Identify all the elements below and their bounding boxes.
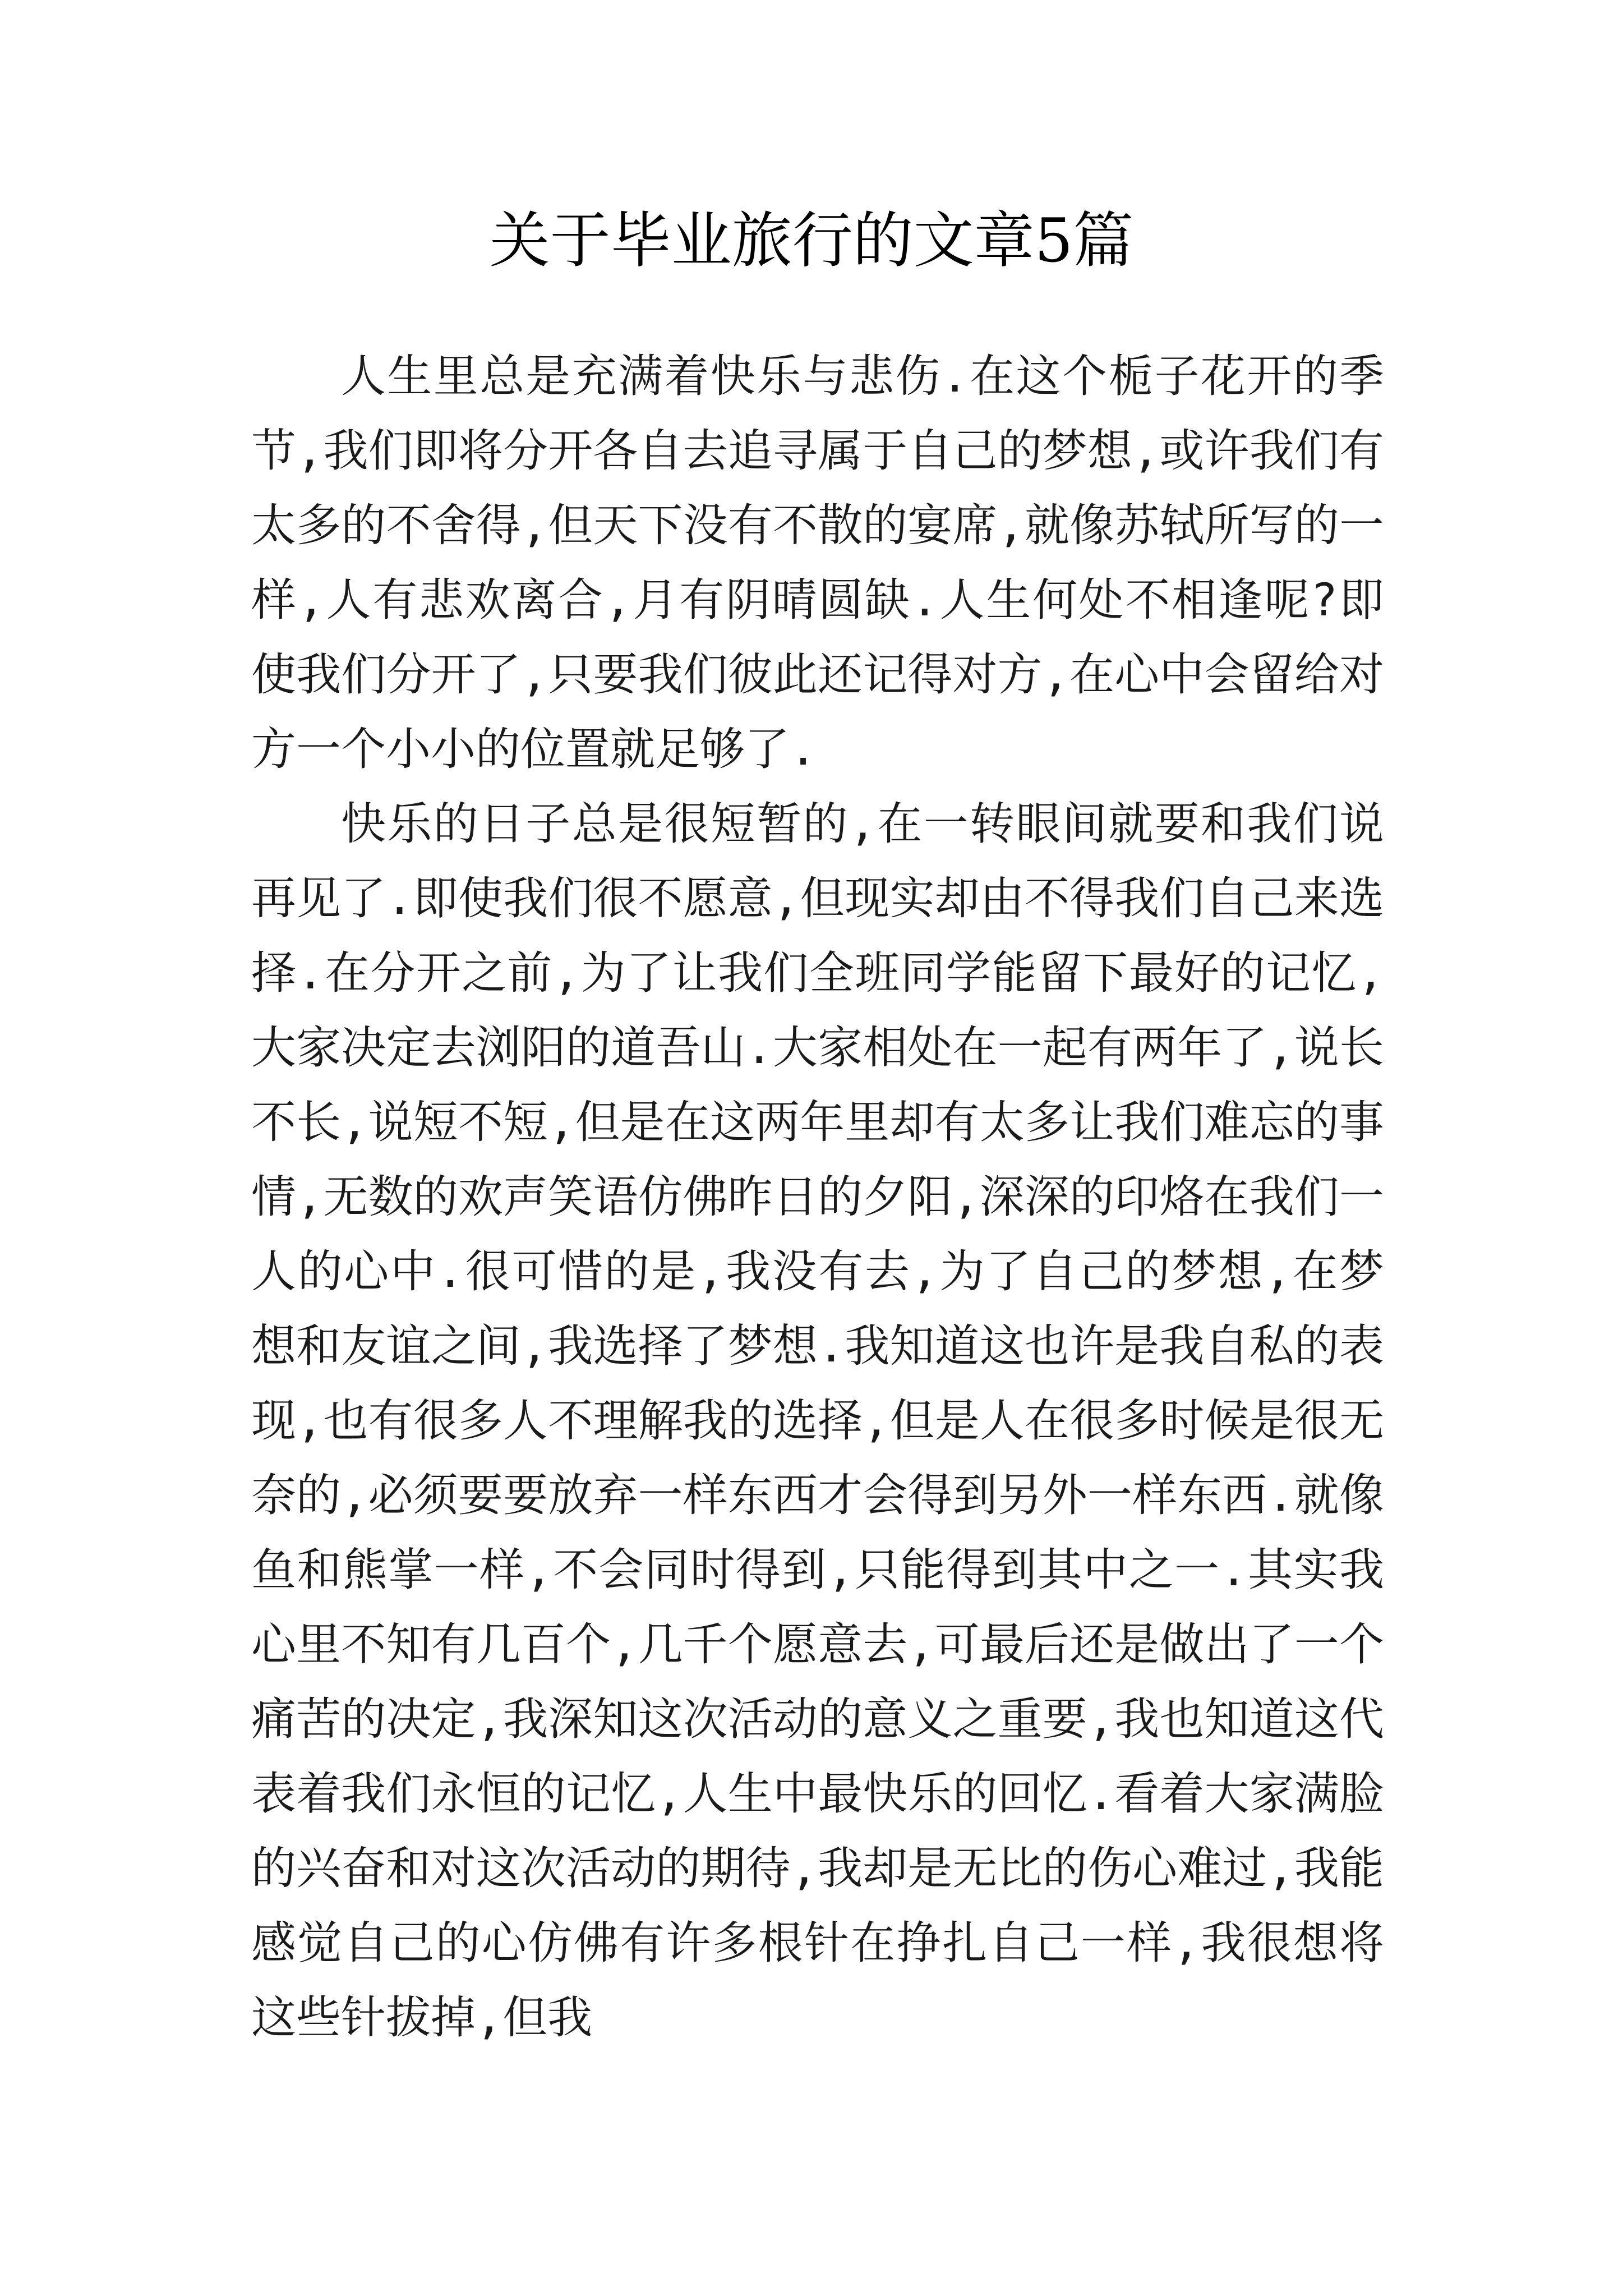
document-body [251,339,1384,2055]
paragraph-1: 人生里总是充满着快乐与悲伤.在这个栀子花开的季节,我们即将分开各自去追寻属于自己的梦想,或许我们有太多的不舍得,但天下没有不散的宴席,就像苏轼所写的一样,人有悲欢离合,月有阴晴圆缺.人生何处不相逢呢?即使我们分开了,只要我们彼此还记得对方,在心中会留给对方一个小小的位置就足够了. [251,350,1384,775]
paragraph-2: 快乐的日子总是很短暂的,在一转眼间就要和我们说再见了.即使我们很不愿意,但现实却由不得我们自己来选择.在分开之前,为了让我们全班同学能留下最好的记忆,大家决定去浏阳的道吾山.大家相处在一起有两年了,说长不长,说短不短,但是在这两年里却有太多让我们难忘的事情,无数的欢声笑语仿佛昨日的夕阳,深深的印烙在我们一人的心中.很可惜的是,我没有去,为了自己的梦想,在梦想和友谊之间,我选择了梦想.我知道这也许是我自私的表现,也有很多人不理解我的选择,但是人在很多时候是很无奈的,必须要要放弃一样东西才会得到另外一样东西.就像鱼和熊掌一样,不会同时得到,只能得到其中之一.其实我心里不知有几百个,几千个愿意去,可最后还是做出了一个痛苦的决定,我深知这次活动的意义之重要,我也知道这代表着我们永恒的记忆,人生中最快乐的回忆.看着大家满脸的兴奋和对这次活动的期待,我却是无比的伤心难过,我能感觉自己的心仿佛有许多根针在挣扎自己一样,我很想将这些针拔掉,但我 [251,798,1384,2044]
document-title: 关于毕业旅行的文章5篇 [489,206,1134,276]
